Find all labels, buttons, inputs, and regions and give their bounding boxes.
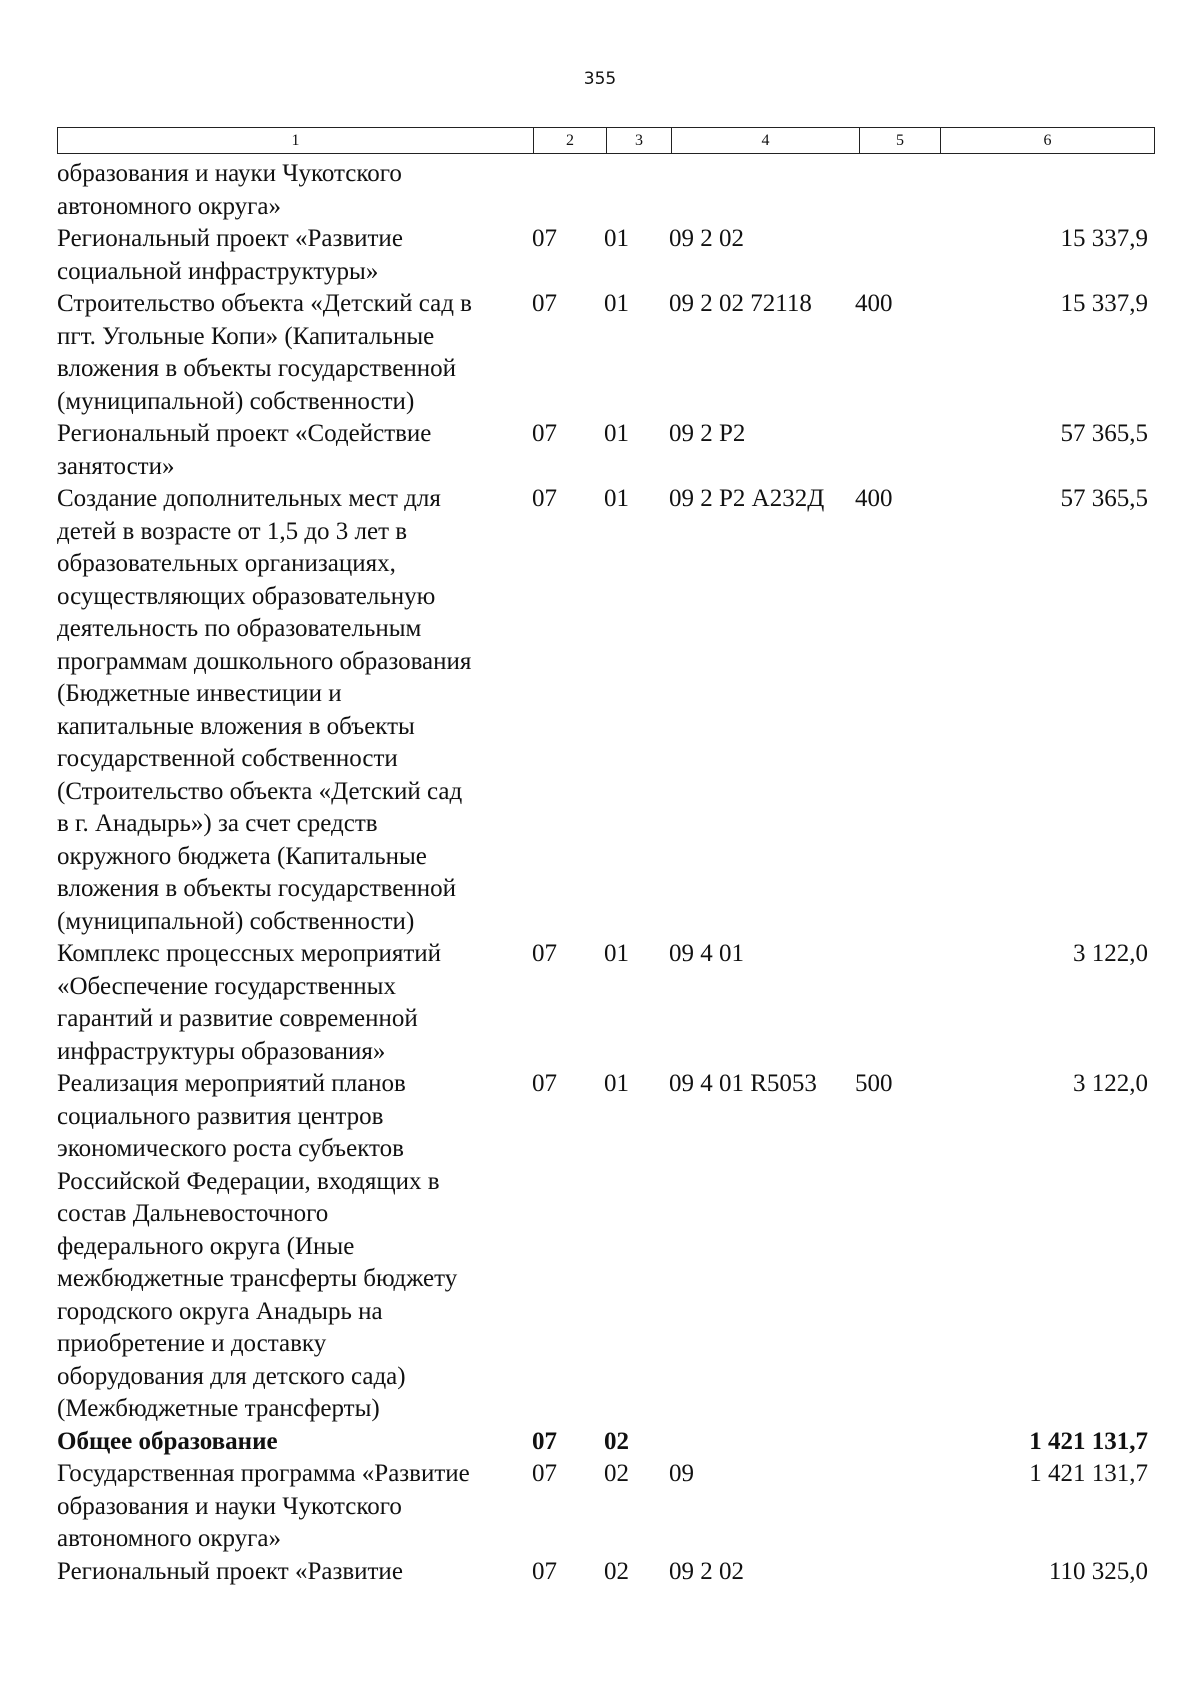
header-col-5: 5 xyxy=(860,128,941,154)
row-name-cell: образования и науки Чукотского автономного округа» xyxy=(57,160,402,220)
row-target-article-cell: 09 xyxy=(669,1460,694,1487)
row-target-article-cell: 09 2 02 72118 xyxy=(669,290,812,317)
row-target-article-cell: 09 2 Р2 xyxy=(669,420,746,447)
header-col-2: 2 xyxy=(534,128,607,154)
row-subsection-cell xyxy=(604,158,668,223)
table-row xyxy=(57,1556,1148,1589)
row-expense-type-cell xyxy=(855,1458,935,1556)
header-col-3: 3 xyxy=(607,128,672,154)
budget-table xyxy=(57,158,1148,1588)
row-name-cell: Создание дополнительных мест для детей в возрасте от 1,5 до 3 лет в образовательных организациях, осуществляющих образовательную деятельность по образовательным программам дошкольного образования (Бюджетные инвестиции и капитальные вложения в объекты государственной собственности (Строительство объекта «Детский сад в г. Анадырь») за счет средств окружного бюджета (Капитальные вложения в объекты государственной (муниципальной) собственности) xyxy=(57,485,472,935)
row-expense-type-cell xyxy=(855,938,935,1068)
table-row xyxy=(57,288,1148,418)
header-col-4: 4 xyxy=(672,128,860,154)
row-expense-type-cell xyxy=(855,1556,935,1589)
row-subsection-cell: 01 xyxy=(604,485,629,512)
header-row xyxy=(58,128,1155,154)
row-amount-cell: 1 421 131,7 xyxy=(1029,1460,1148,1487)
row-section-cell: 07 xyxy=(532,940,557,967)
row-subsection-cell: 01 xyxy=(604,940,629,967)
header-col-6: 6 xyxy=(941,128,1155,154)
row-name-cell: Комплекс процессных мероприятий «Обеспечение государственных гарантий и развитие современной инфраструктуры образования» xyxy=(57,940,442,1065)
header-col-1: 1 xyxy=(58,128,534,154)
page-number: 355 xyxy=(583,69,617,89)
row-section-cell: 07 xyxy=(532,420,557,447)
row-subsection-cell: 02 xyxy=(604,1557,629,1585)
row-target-article-cell xyxy=(668,158,855,223)
row-section-cell: 07 xyxy=(532,1557,557,1585)
row-subsection-cell: 01 xyxy=(604,1070,629,1097)
row-amount-cell: 15 337,9 xyxy=(1060,225,1148,252)
budget-table-body xyxy=(57,158,1148,1588)
row-subsection-cell: 01 xyxy=(604,290,629,317)
row-section-cell xyxy=(532,158,604,223)
row-expense-type-cell xyxy=(855,1426,935,1459)
row-subsection-cell: 01 xyxy=(604,225,629,252)
row-expense-type-cell: 500 xyxy=(855,1070,893,1097)
row-target-article-cell: 09 2 02 xyxy=(669,225,744,252)
row-expense-type-cell: 400 xyxy=(855,485,893,512)
table-row xyxy=(57,1458,1148,1556)
row-target-article-cell: 09 2 02 xyxy=(669,1557,744,1585)
row-name-cell: Реализация мероприятий планов социального развития центров экономического роста субъектов Российской Федерации, входящих в состав Дальневосточного федерального округа (Иные межбюджетные трансферты бюджету городского округа Анадырь на приобретение и доставку оборудования для детского сада) (Межбюджетные трансферты) xyxy=(57,1070,458,1422)
row-section-cell: 07 xyxy=(532,290,557,317)
row-amount-cell: 15 337,9 xyxy=(1060,290,1148,317)
table-row xyxy=(57,1426,1148,1459)
row-amount-cell: 57 365,5 xyxy=(1060,420,1148,447)
row-subsection-cell: 02 xyxy=(604,1460,629,1487)
row-subsection-cell: 01 xyxy=(604,420,629,447)
row-section-cell: 07 xyxy=(532,1460,557,1487)
row-name-cell: Региональный проект «Развитие xyxy=(57,1557,403,1585)
row-amount-cell: 3 122,0 xyxy=(1073,1070,1148,1097)
row-name-cell: Региональный проект «Содействие занятости» xyxy=(57,420,432,480)
row-name-cell: Строительство объекта «Детский сад в пгт. Угольные Копи» (Капитальные вложения в объекты государственной (муниципальной) собственности) xyxy=(57,290,472,415)
row-amount-cell: 1 421 131,7 xyxy=(1029,1427,1148,1455)
row-amount-cell: 3 122,0 xyxy=(1073,940,1148,967)
row-section-cell: 07 xyxy=(532,225,557,252)
row-expense-type-cell: 400 xyxy=(855,290,893,317)
row-target-article-cell: 09 4 01 xyxy=(669,940,744,967)
row-expense-type-cell xyxy=(855,223,935,288)
table-row xyxy=(57,418,1148,483)
row-name-cell: Региональный проект «Развитие социальной инфраструктуры» xyxy=(57,225,403,285)
row-section-cell: 07 xyxy=(532,1427,557,1455)
row-section-cell: 07 xyxy=(532,1070,557,1097)
row-amount-cell: 110 325,0 xyxy=(1048,1557,1148,1585)
table-row xyxy=(57,223,1148,288)
row-expense-type-cell xyxy=(855,418,935,483)
table-row xyxy=(57,483,1148,938)
row-target-article-cell: 09 2 Р2 А232Д xyxy=(669,485,825,512)
row-subsection-cell: 02 xyxy=(604,1427,629,1455)
table-row xyxy=(57,158,1148,223)
row-amount-cell: 57 365,5 xyxy=(1060,485,1148,512)
row-target-article-cell xyxy=(668,1426,855,1459)
table-row xyxy=(57,938,1148,1068)
row-name-cell: Государственная программа «Развитие образования и науки Чукотского автономного округа» xyxy=(57,1460,470,1552)
row-section-cell: 07 xyxy=(532,485,557,512)
table-row xyxy=(57,1068,1148,1426)
row-expense-type-cell xyxy=(855,158,935,223)
row-name-cell: Общее образование xyxy=(57,1427,278,1455)
column-number-header xyxy=(57,127,1155,154)
row-amount-cell xyxy=(935,158,1148,223)
row-target-article-cell: 09 4 01 R5053 xyxy=(669,1070,817,1097)
